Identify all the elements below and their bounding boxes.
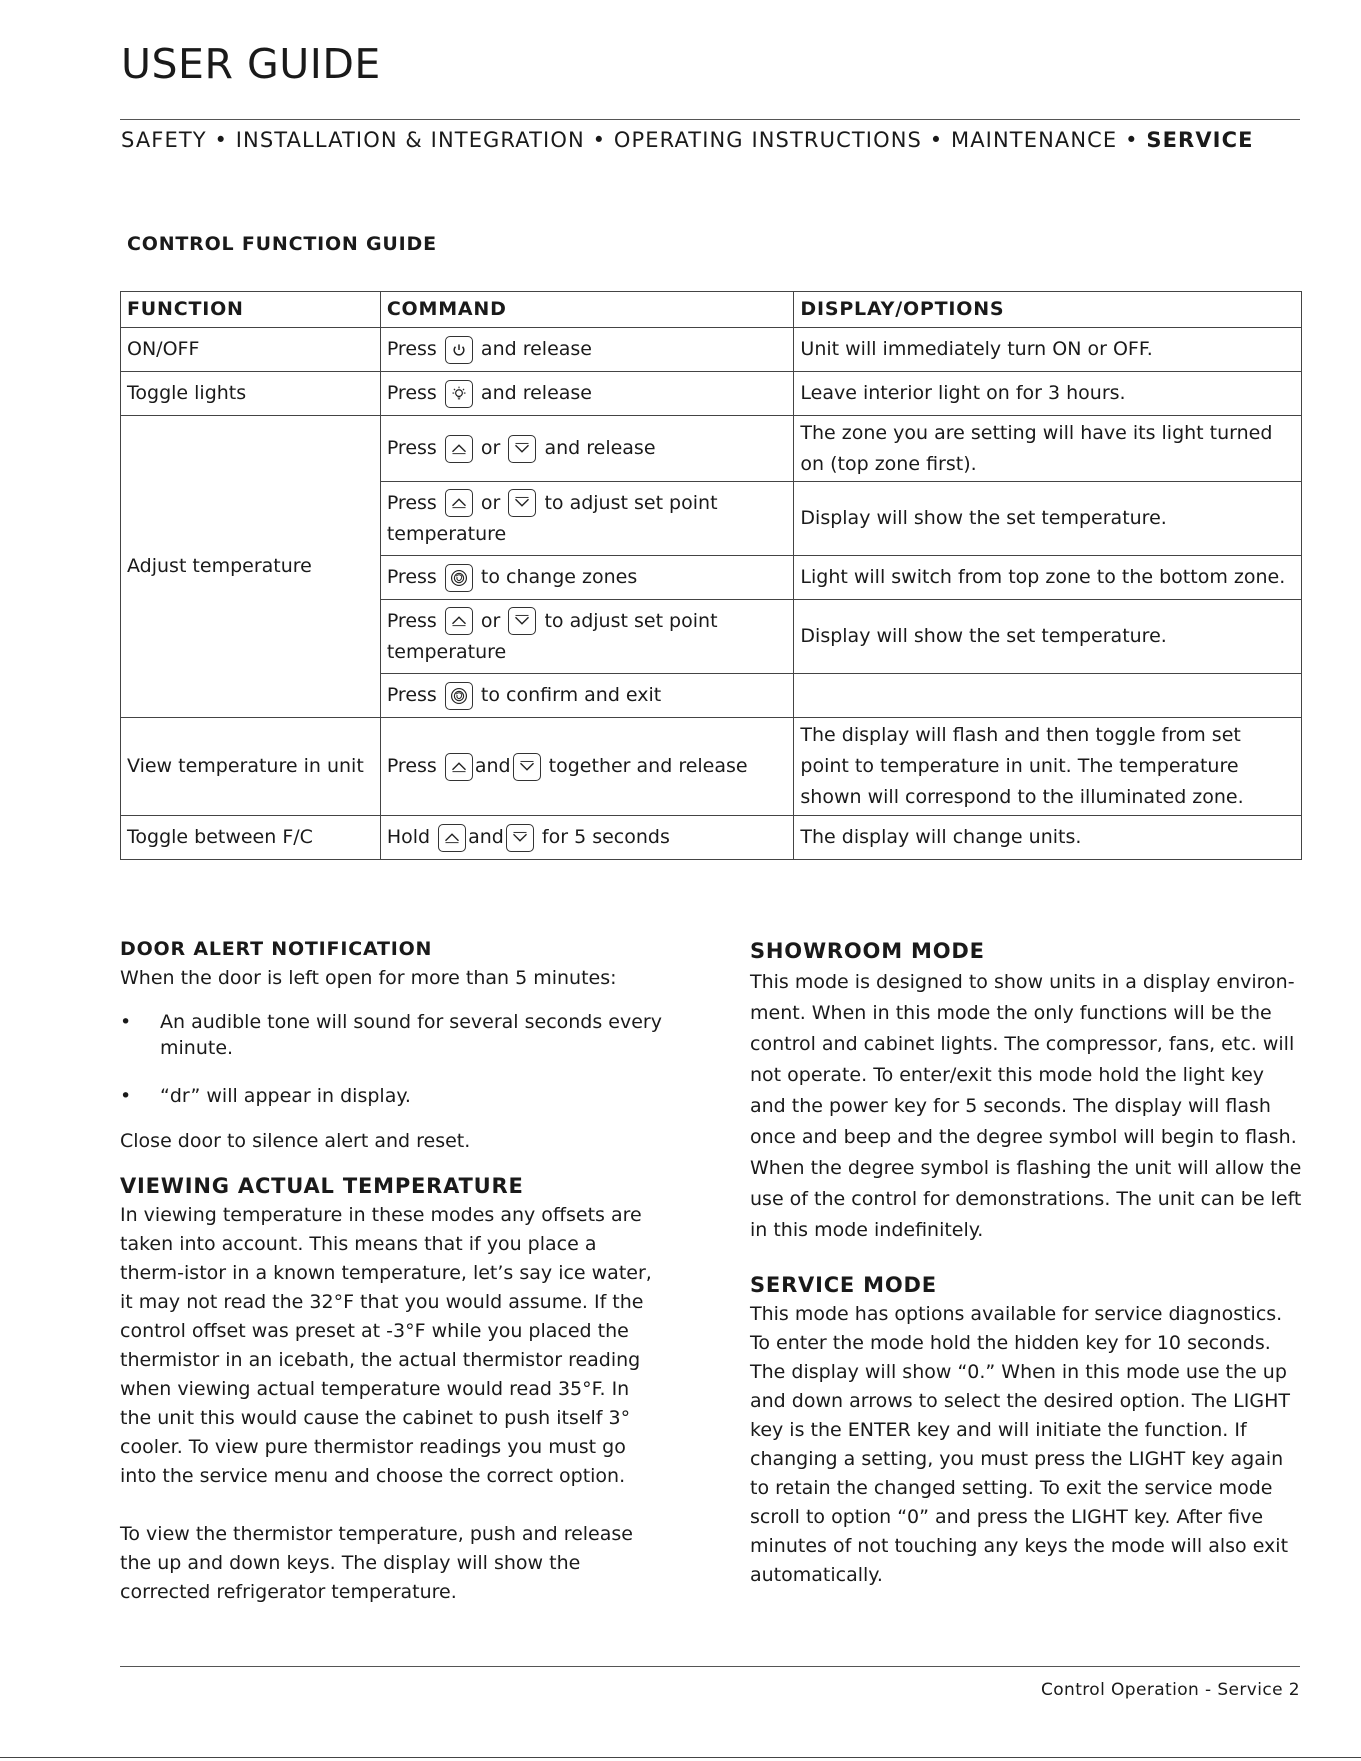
viewing-paragraph: To view the thermistor temperature, push and release the up and down keys. The display will show the corrected refrigerator temperature. <box>120 1523 633 1603</box>
display-cell: The display will change units. <box>794 816 1302 860</box>
header-rule <box>120 119 1300 120</box>
table-row <box>121 372 1302 416</box>
table-header-row <box>121 292 1302 328</box>
display-cell: Light will switch from top zone to the bottom zone. <box>794 556 1302 600</box>
showroom-title: SHOWROOM MODE <box>750 939 985 963</box>
down-arrow-icon <box>506 824 534 852</box>
command-cell: Press or to adjust set point temperature <box>380 482 794 556</box>
function-cell: Toggle lights <box>121 372 381 416</box>
function-cell: Toggle between F/C <box>121 816 381 860</box>
light-icon <box>445 380 473 408</box>
up-arrow-icon <box>445 753 473 781</box>
down-arrow-icon <box>513 753 541 781</box>
viewing-paragraph: In viewing temperature in these modes any offsets are taken into account. This means that if you place a therm-istor in a known temperature, let’s say ice water, it may not read the 32°F that you would assume. If the control offset was preset at -3°F while you placed the thermistor in an icebath, the actual thermistor reading when viewing actual temperature would read 35°F. In the unit this would cause the cabinet to push itself 3° cooler. To view pure thermistor readings you must go into the service menu and choose the correct option. <box>120 1204 652 1487</box>
up-arrow-icon <box>445 435 473 463</box>
display-cell: The display will flash and then toggle from set point to temperature in unit. The temperature shown will correspond to the illuminated zone. <box>794 718 1302 816</box>
display-cell <box>794 674 1302 718</box>
down-arrow-icon <box>508 435 536 463</box>
power-icon <box>445 336 473 364</box>
right-column <box>750 935 1305 1590</box>
down-arrow-icon <box>508 489 536 517</box>
up-arrow-icon <box>445 489 473 517</box>
command-cell: Press to confirm and exit <box>380 674 794 718</box>
door-alert-title: DOOR ALERT NOTIFICATION <box>120 938 433 960</box>
zone-icon <box>445 682 473 710</box>
command-cell: Press or and release <box>380 416 794 482</box>
list-item: • “dr” will appear in display. <box>120 1085 411 1107</box>
list-item: • An audible tone will sound for several seconds every minute. <box>120 1011 662 1059</box>
footer-rule <box>120 1666 1300 1667</box>
page-footer: Control Operation - Service 2 <box>1040 1680 1300 1700</box>
function-cell: Adjust temperature <box>121 416 381 718</box>
down-arrow-icon <box>508 607 536 635</box>
up-arrow-icon <box>438 824 466 852</box>
display-cell: Display will show the set temperature. <box>794 600 1302 674</box>
up-arrow-icon <box>445 607 473 635</box>
table-row <box>121 718 1302 816</box>
column-header: DISPLAY/OPTIONS <box>794 292 1302 328</box>
display-cell: Leave interior light on for 3 hours. <box>794 372 1302 416</box>
nav-item-installation[interactable]: INSTALLATION & INTEGRATION <box>235 128 585 152</box>
page-edge <box>0 1757 1361 1758</box>
command-cell: Press or to adjust set point temperature <box>380 600 794 674</box>
table-row <box>121 816 1302 860</box>
command-cell: Press and release <box>380 372 794 416</box>
control-guide-title: CONTROL FUNCTION GUIDE <box>127 233 437 255</box>
display-cell: Unit will immediately turn ON or OFF. <box>794 328 1302 372</box>
table-row <box>121 328 1302 372</box>
control-function-table <box>120 291 1302 860</box>
column-header: FUNCTION <box>121 292 381 328</box>
command-cell: Press and together and release <box>380 718 794 816</box>
section-nav: SAFETY • INSTALLATION & INTEGRATION • OPERATING INSTRUCTIONS • MAINTENANCE • SERVICE <box>121 128 1254 152</box>
display-cell: The zone you are setting will have its light turned on (top zone first). <box>794 416 1302 482</box>
page-title: USER GUIDE <box>121 40 381 88</box>
command-cell: Press and release <box>380 328 794 372</box>
command-cell: Hold and for 5 seconds <box>380 816 794 860</box>
door-alert-intro: When the door is left open for more than 5 minutes: <box>120 967 617 989</box>
function-cell: ON/OFF <box>121 328 381 372</box>
table-row <box>121 416 1302 482</box>
function-cell: View temperature in unit <box>121 718 381 816</box>
zone-icon <box>445 564 473 592</box>
nav-item-safety[interactable]: SAFETY <box>121 128 207 152</box>
command-cell: Press to change zones <box>380 556 794 600</box>
display-cell: Display will show the set temperature. <box>794 482 1302 556</box>
left-column <box>120 935 665 1607</box>
nav-item-maintenance[interactable]: MAINTENANCE <box>951 128 1118 152</box>
showroom-paragraph: This mode is designed to show units in a display environ-ment. When in this mode the only functions will be the control and cabinet lights. The compressor, fans, etc. will not operate. To enter/exit this mode hold the light key and the power key for 5 seconds. The display will flash once and beep and the degree symbol will begin to flash. When the degree symbol is flashing the unit will allow the use of the control for demonstrations. The unit can be left in this mode indefinitely. <box>750 971 1302 1241</box>
viewing-title: VIEWING ACTUAL TEMPERATURE <box>120 1174 524 1198</box>
nav-item-operating[interactable]: OPERATING INSTRUCTIONS <box>613 128 922 152</box>
nav-item-service[interactable]: SERVICE <box>1146 128 1254 152</box>
service-title: SERVICE MODE <box>750 1273 937 1297</box>
service-paragraph: This mode has options available for service diagnostics. To enter the mode hold the hidden key for 10 seconds. The display will show “0.” When in this mode use the up and down arrows to select the desired option. The LIGHT key is the ENTER key and will initiate the function. If changing a setting, you must press the LIGHT key again to retain the changed setting. To exit the service mode scroll to option “0” and press the LIGHT key. After five minutes of not touching any keys the mode will also exit automatically. <box>750 1303 1290 1586</box>
door-alert-outro: Close door to silence alert and reset. <box>120 1130 471 1152</box>
column-header: COMMAND <box>380 292 794 328</box>
